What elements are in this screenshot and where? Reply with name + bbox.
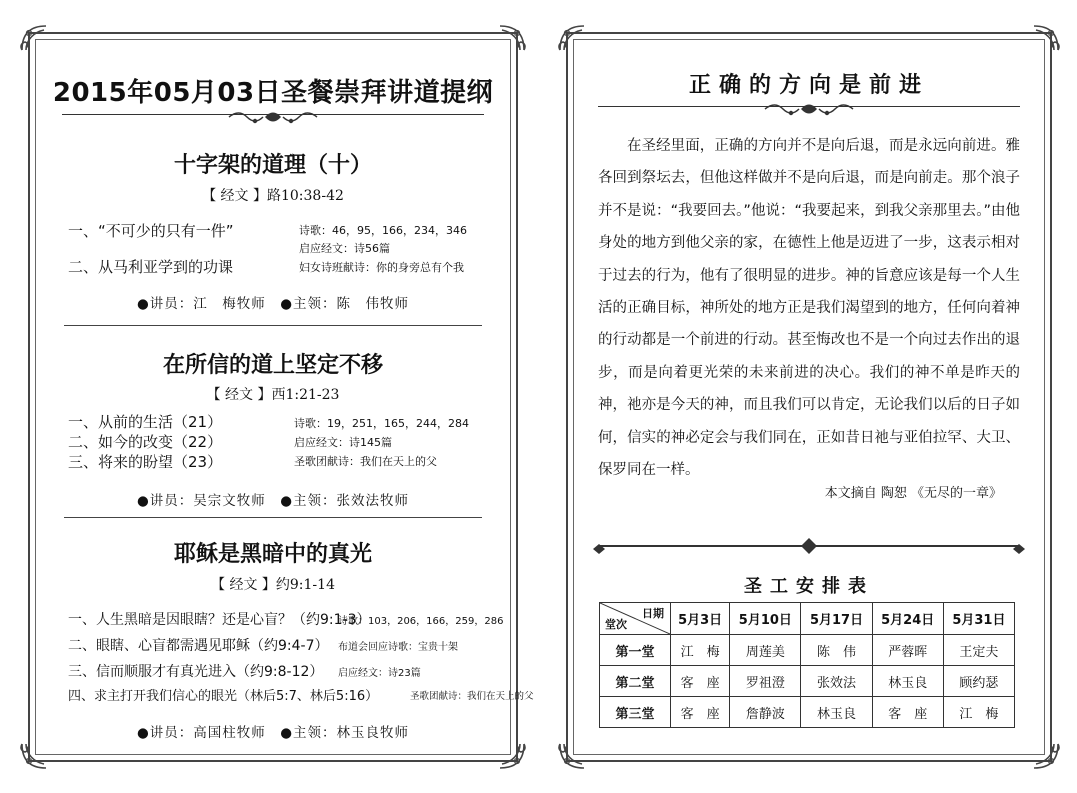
diamond-rule-icon [1012, 540, 1026, 559]
schedule-cell: 严蓉晖 [872, 635, 943, 666]
section-title: 十字架的道理（十） [173, 153, 372, 178]
service-name: 第二堂 [600, 666, 671, 697]
schedule-date: 5月3日 [671, 603, 730, 635]
flourish-divider-icon [761, 100, 857, 122]
flourish-divider-icon [225, 108, 321, 130]
schedule-table [599, 602, 1015, 728]
outline-point: 一、从前的生活（21） [68, 413, 223, 431]
section-divider [64, 517, 482, 518]
outline-point: 四、求主打开我们信心的眼光（林后5:7、林后5:16） [68, 689, 379, 704]
hymn-note: 诗歌：19，251，165，244，284 [294, 417, 469, 430]
scripture-reference: 【 经文 】西1:21-23 [206, 387, 340, 403]
schedule-cell: 客 座 [671, 697, 730, 728]
schedule-date: 5月31日 [943, 603, 1014, 635]
schedule-cell: 罗祖澄 [730, 666, 801, 697]
schedule-cell: 周莲美 [730, 635, 801, 666]
hymn-note: 妇女诗班献诗：你的身旁总有个我 [299, 261, 464, 274]
schedule-cell: 陈 伟 [801, 635, 872, 666]
hymn-note: 诗歌：46，95，166，234，346 [299, 224, 467, 237]
schedule-cell: 林玉良 [872, 666, 943, 697]
schedule-cell: 詹静波 [730, 697, 801, 728]
schedule-cell: 林玉良 [801, 697, 872, 728]
schedule-header-row [600, 603, 1015, 635]
section-title: 在所信的道上坚定不移 [162, 353, 383, 378]
main-title: 2015年05月03日圣餐崇拜讲道提纲 [52, 78, 494, 108]
article-source: 本文摘自 陶恕 《无尽的一章》 [824, 486, 1002, 501]
hymn-note: 布道会回应诗歌：宝贵十架 [338, 642, 458, 653]
hymn-note: 启应经文：诗145篇 [294, 436, 392, 449]
outline-point: 三、将来的盼望（23） [68, 453, 223, 471]
staff-line: ●讲员：高国柱牧师 ●主领：林玉良牧师 [136, 725, 410, 741]
schedule-cell: 顾约瑟 [943, 666, 1014, 697]
schedule-cell: 张效法 [801, 666, 872, 697]
schedule-date: 5月24日 [872, 603, 943, 635]
outline-point: 一、人生黑暗是因眼瞎？还是心盲？（约9:1-3） [68, 612, 371, 628]
hymn-note: 诗歌：103，206，166，259，286 [338, 616, 504, 627]
staff-line: ●讲员：江 梅牧师 ●主领：陈 伟牧师 [136, 296, 410, 312]
service-axis-label: 堂次 [605, 618, 627, 631]
hymn-note: 圣歌团献诗：我们在天上的父 [294, 455, 437, 468]
hymn-note: 启应经文：诗56篇 [299, 242, 390, 255]
diamond-rule-icon [592, 540, 606, 559]
staff-line: ●讲员：吴宗文牧师 ●主领：张效法牧师 [136, 493, 410, 509]
outline-point: 二、眼瞎、心盲都需遇见耶稣（约9:4-7） [68, 638, 329, 654]
schedule-cell: 客 座 [872, 697, 943, 728]
schedule-date: 5月10日 [730, 603, 801, 635]
scripture-reference: 【 经文 】路10:38-42 [202, 188, 344, 204]
outline-point: 三、信而顺服才有真光进入（约9:8-12） [68, 664, 324, 680]
outline-point: 二、从马利亚学到的功课 [68, 258, 234, 276]
diamond-rule-icon [799, 537, 819, 559]
schedule-row [600, 697, 1015, 728]
sermon-outline-panel [28, 32, 534, 762]
devotional-panel [566, 32, 1052, 762]
schedule-date: 5月17日 [801, 603, 872, 635]
scripture-reference: 【 经文 】约9:1-14 [211, 577, 335, 593]
schedule-cell: 王定夫 [943, 635, 1014, 666]
schedule-cell: 江 梅 [943, 697, 1014, 728]
schedule-cell: 江 梅 [671, 635, 730, 666]
article-body: 在圣经里面，正确的方向并不是向后退，而是永远向前进。雅各回到祭坛去，但他这样做并不是向后退，而是向前走。那个浪子并不是说：“我要回去。”他说：“我要起来，到我父亲那里去。”由他身处的地方到他父亲的家，在德性上他是迈进了一步，这表示相对于过去的行为，他有了很明显的进步。神的旨意应该是每一个人生活的正确目标，神所处的地方正是我们渴望到的地方，任何向着神的行动都是一个前进的行动。甚至悔改也不是一个向过去作出的退步，而是向着更光荣的未来前进的决心。我们的神不单是昨天的神，祂亦是今天的神，而且我们可以肯定，无论我们以后的日子如何，信实的神必定会与我们同在，正如昔日祂与亚伯拉罕、大卫、保罗同在一样。 [598, 138, 1020, 479]
hymn-note: 启应经文：诗23篇 [338, 668, 421, 679]
section-divider [64, 325, 482, 326]
date-axis-label: 日期 [642, 607, 664, 620]
service-name: 第三堂 [600, 697, 671, 728]
schedule-corner-cell [600, 603, 671, 635]
service-name: 第一堂 [600, 635, 671, 666]
outline-point: 二、如今的改变（22） [68, 433, 223, 451]
section-title: 耶稣是黑暗中的真光 [173, 542, 372, 567]
schedule-cell: 客 座 [671, 666, 730, 697]
hymn-note: 圣歌团献诗：我们在天上的父 [410, 691, 534, 702]
schedule-row [600, 635, 1015, 666]
schedule-title: 圣工安排表 [744, 576, 874, 597]
schedule-row [600, 666, 1015, 697]
article-title: 正确的方向是前进 [688, 73, 929, 98]
outline-point: 一、“不可少的只有一件” [68, 222, 234, 240]
